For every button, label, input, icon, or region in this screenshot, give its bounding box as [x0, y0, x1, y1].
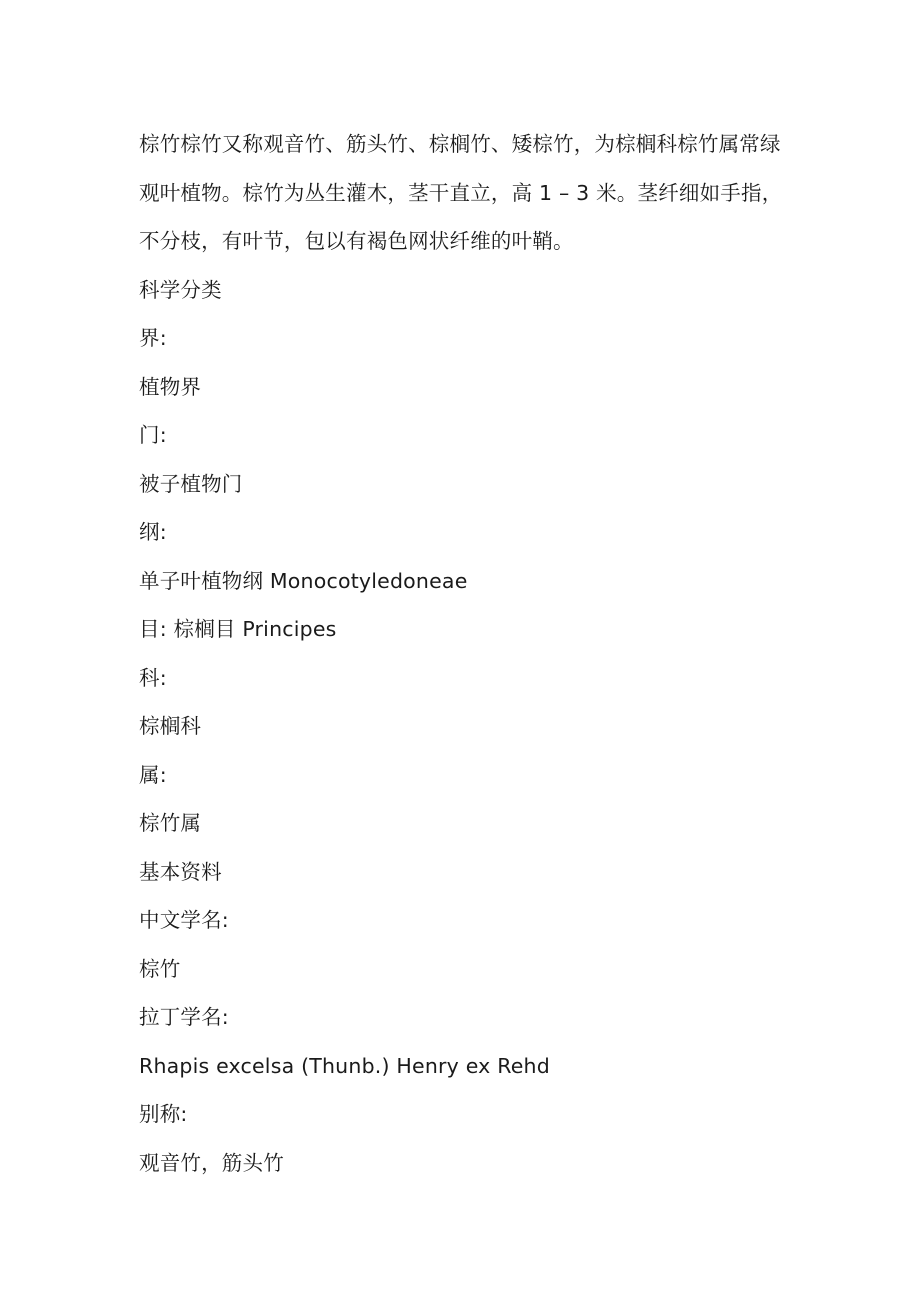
label-alias: 别称: [139, 1102, 188, 1126]
value-class: 单子叶植物纲 Monocotyledoneae [139, 568, 468, 593]
value-latin-name: Rhapis excelsa (Thunb.) Henry ex Rehd [139, 1053, 550, 1078]
label-kingdom: 界: [139, 326, 167, 350]
heading-basic-info: 基本资料 [139, 859, 222, 884]
label-family: 科: [139, 665, 167, 690]
label-class: 纲: [139, 520, 167, 544]
label-genus: 属: [139, 762, 167, 787]
order-line: 目: 棕榈目 Principes [139, 617, 337, 641]
label-latin-name: 拉丁学名: [139, 1005, 229, 1029]
intro-paragraph: 棕竹棕竹又称观音竹、筋头竹、棕榈竹、矮棕竹，为棕榈科棕竹属常绿观叶植物。棕竹为丛生灌木，茎干直立，高 1 – 3 米。茎纤细如手指，不分枝，有叶节，包以有褐色网状纤维的叶鞘。 [139, 132, 783, 253]
document-body [139, 120, 789, 1187]
heading-scientific-classification: 科学分类 [139, 277, 222, 302]
value-genus: 棕竹属 [139, 811, 202, 835]
label-chinese-name: 中文学名: [139, 908, 229, 932]
value-kingdom: 植物界 [139, 374, 202, 399]
value-alias: 观音竹，筋头竹 [139, 1150, 284, 1175]
value-phylum: 被子植物门 [139, 471, 243, 496]
value-family: 棕榈科 [139, 714, 202, 738]
label-phylum: 门: [139, 423, 167, 447]
value-chinese-name: 棕竹 [139, 956, 181, 981]
